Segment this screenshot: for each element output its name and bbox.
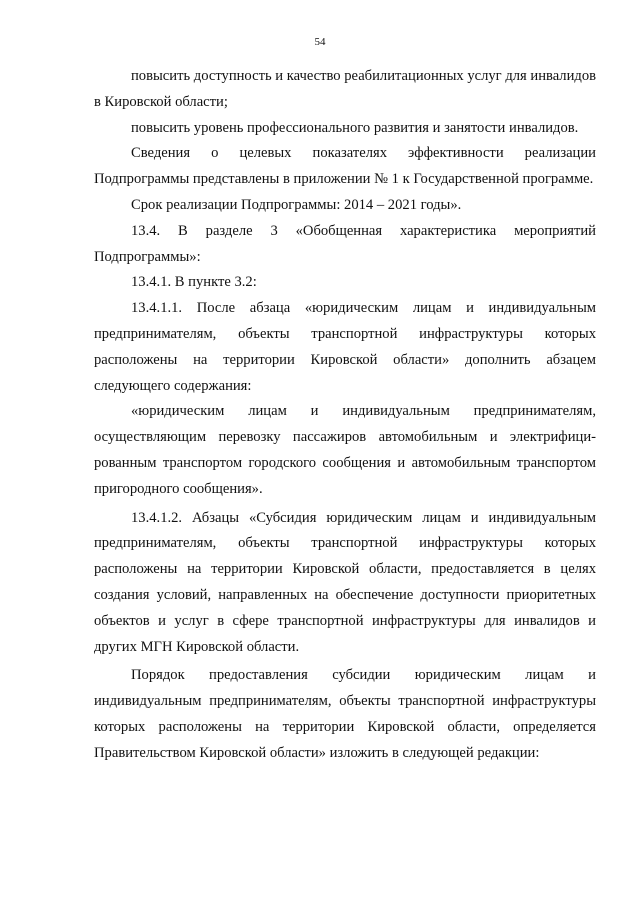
document-body — [94, 64, 596, 767]
paragraph-10: Порядок предоставления субсидии юридическим лицам и индивидуальным предпринимателям, объекты транспортной инфраструктуры которых расположены на территории Кировской области, определяется Правительством Кировской области» изложить в следующей редакции: — [94, 667, 596, 761]
paragraph-6: 13.4.1. В пункте 3.2: — [131, 274, 257, 291]
page-number: 54 — [314, 36, 326, 48]
paragraph-7: 13.4.1.1. После абзаца «юридическим лицам и индивидуальным предпринимателям, объекты транспортной инфраструктуры которых расположены на территории Кировской области» дополнить абзацем следующего содержания: — [94, 300, 596, 394]
paragraph-5: 13.4. В разделе 3 «Обобщенная характеристика мероприятий Подпрограммы»: — [94, 222, 596, 265]
paragraph-8: «юридическим лицам и индивидуальным предпринимателям, осуществляющим перевозку пассажиров автомобильным и электрифици-рованным транспортом городского сообщения и автомобильным транспортом пригородного сообщения». — [94, 403, 596, 497]
paragraph-1: повысить доступность и качество реабилитационных услуг для инвалидов в Кировской области; — [94, 68, 597, 110]
paragraph-3: Сведения о целевых показателях эффективности реализации Подпрограммы представлены в приложении № 1 к Государственной программе. — [94, 145, 596, 188]
paragraph-9: 13.4.1.2. Абзацы «Субсидия юридическим лицам и индивидуальным предпринимателям, объекты транспортной инфраструктуры которых расположены на территории Кировской области, предоставляется в целях создания условий, направленных на обеспечение доступности приоритетных объектов и услуг в сфере транспортной инфраструктуры для инвалидов и других МГН Кировской области. — [94, 509, 596, 655]
paragraph-4: Срок реализации Подпрограммы: 2014 – 2021 годы». — [131, 196, 462, 213]
paragraph-2: повысить уровень профессионального развития и занятости инвалидов. — [131, 119, 579, 136]
